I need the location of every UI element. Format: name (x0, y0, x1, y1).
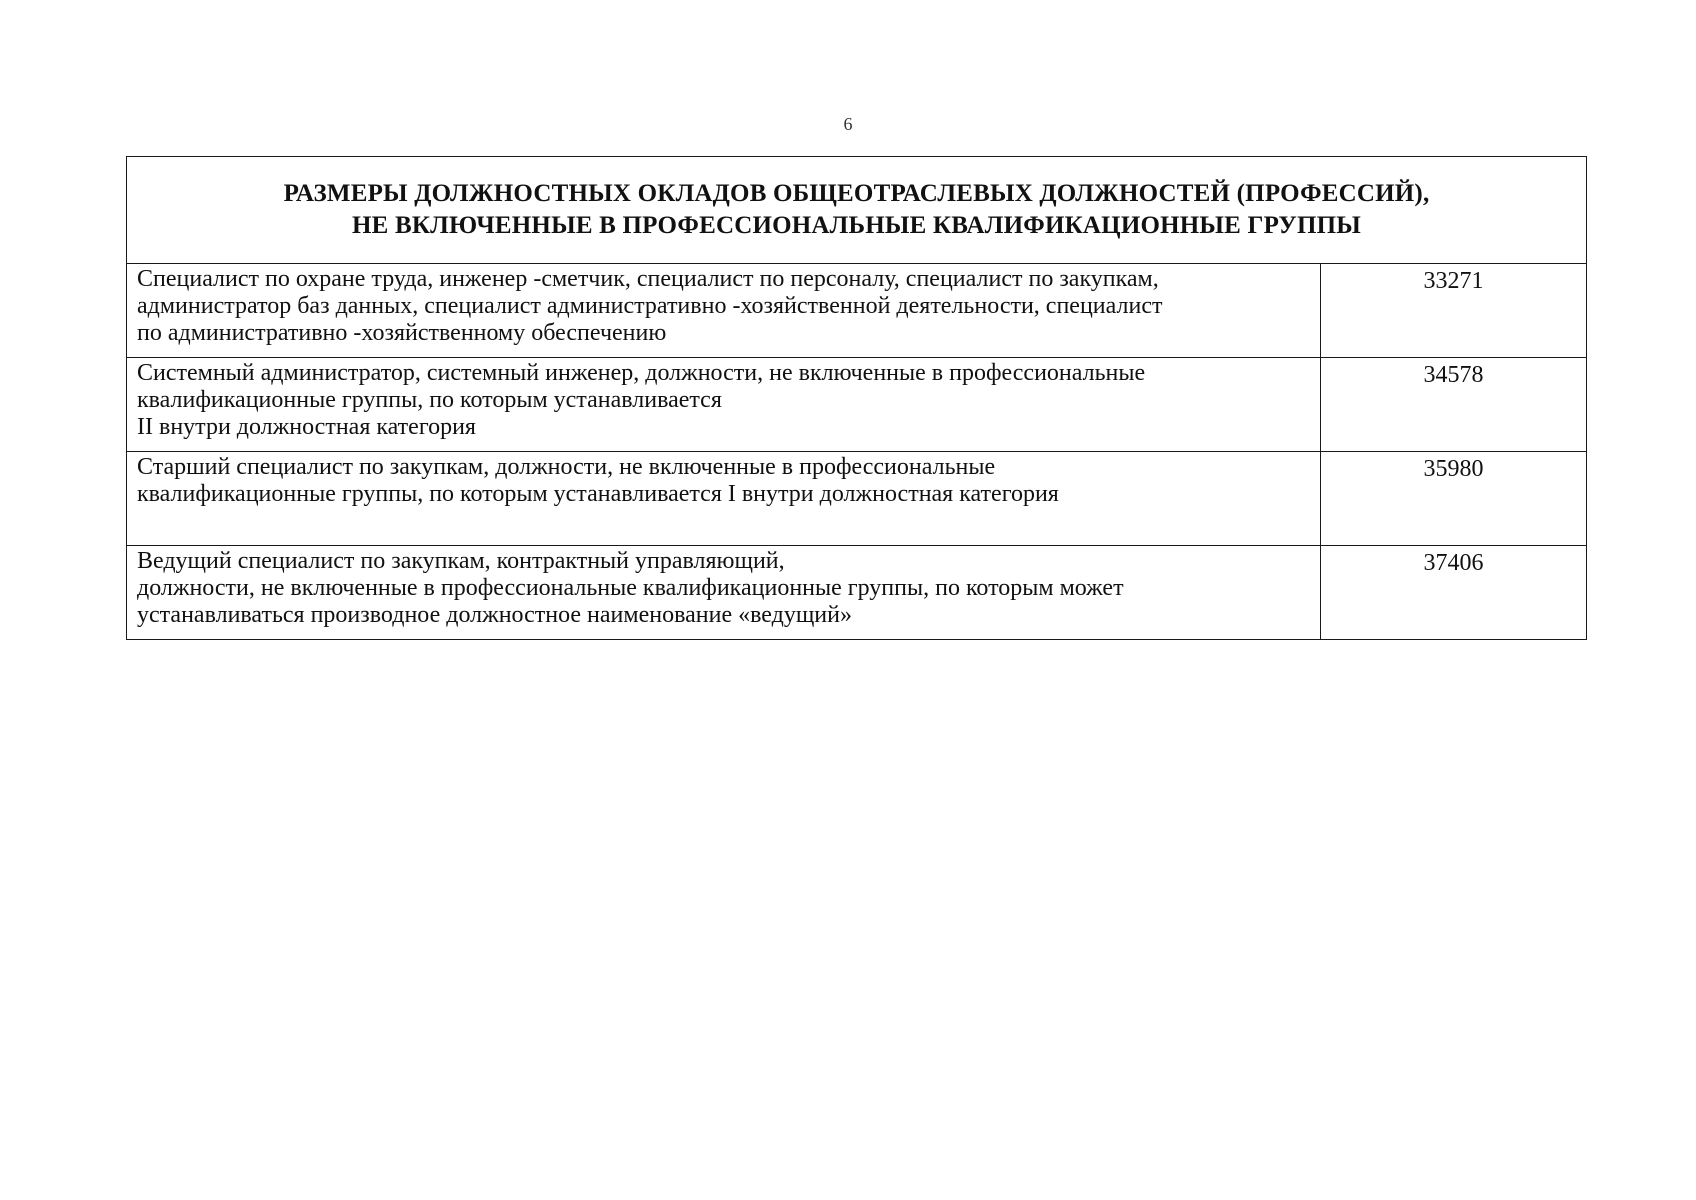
position-description (127, 264, 1321, 358)
position-description-line: по административно -хозяйственному обеспечению (137, 320, 667, 346)
position-description-line: Специалист по охране труда, инженер -сметчик, специалист по персоналу, специалист по закупкам, (137, 266, 1159, 292)
salary-value: 33271 (1321, 264, 1587, 358)
table-row (127, 546, 1587, 640)
table-title-line-1: РАЗМЕРЫ ДОЛЖНОСТНЫХ ОКЛАДОВ ОБЩЕОТРАСЛЕВЫХ ДОЛЖНОСТЕЙ (ПРОФЕССИЙ), (283, 180, 1430, 207)
salary-value: 35980 (1321, 452, 1587, 546)
position-description-line: квалификационные группы, по которым устанавливается (137, 387, 722, 413)
table-row (127, 452, 1587, 546)
position-description-line: Ведущий специалист по закупкам, контрактный управляющий, (137, 548, 785, 574)
position-description-line: администратор баз данных, специалист административно -хозяйственной деятельности, специалист (137, 293, 1163, 319)
position-description-line: II внутри должностная категория (137, 414, 476, 440)
position-description (127, 452, 1321, 546)
salary-value: 37406 (1321, 546, 1587, 640)
table-row (127, 358, 1587, 452)
position-description (127, 546, 1321, 640)
position-description (127, 358, 1321, 452)
position-description-line: должности, не включенные в профессиональные квалификационные группы, по которым может (137, 575, 1124, 601)
position-description-line: квалификационные группы, по которым устанавливается I внутри должностная категория (137, 481, 1059, 507)
table-title (127, 157, 1587, 264)
page-number: 6 (843, 114, 853, 134)
position-description-line: устанавливаться производное должностное наименование «ведущий» (137, 602, 852, 628)
position-description-line: Системный администратор, системный инженер, должности, не включенные в профессиональные (137, 360, 1146, 386)
table-title-line-2: НЕ ВКЛЮЧЕННЫЕ В ПРОФЕССИОНАЛЬНЫЕ КВАЛИФИКАЦИОННЫЕ ГРУППЫ (351, 212, 1362, 239)
table-title-row (127, 157, 1587, 264)
table-row (127, 264, 1587, 358)
position-description-line: Старший специалист по закупкам, должности, не включенные в профессиональные (137, 454, 996, 480)
salary-table (126, 156, 1587, 640)
salary-value: 34578 (1321, 358, 1587, 452)
